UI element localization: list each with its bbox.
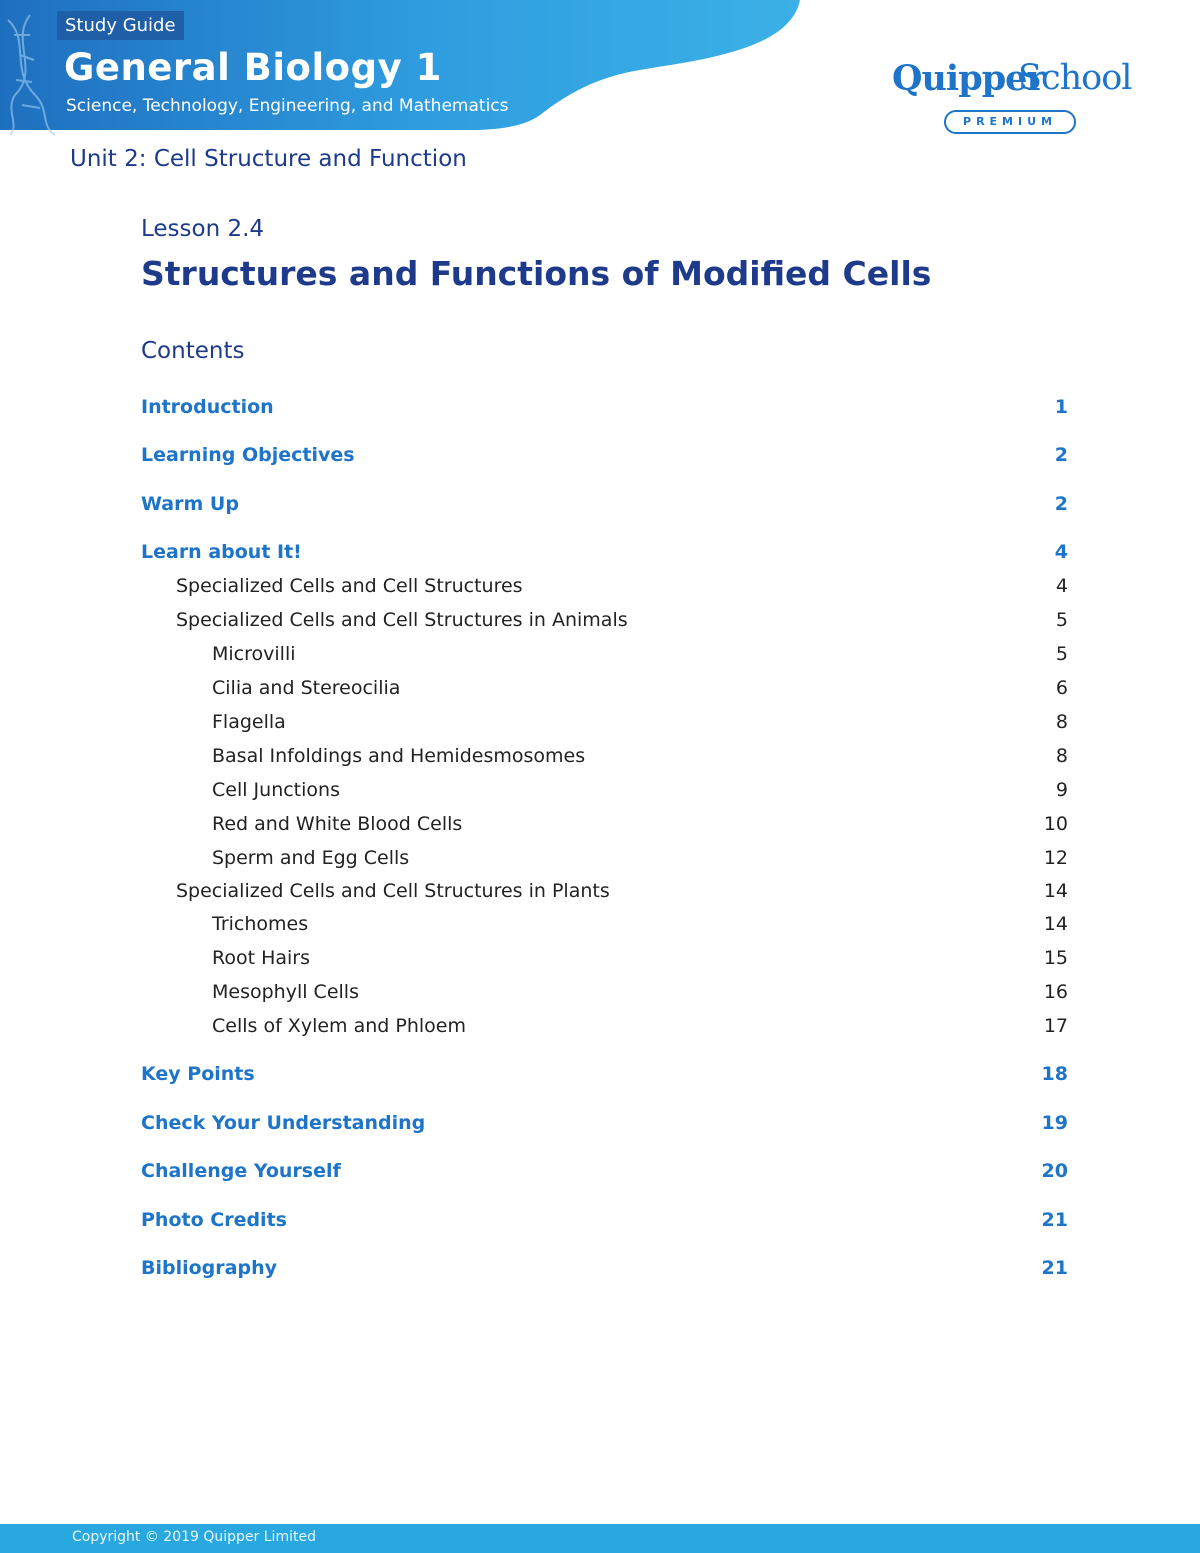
toc-label: Root Hairs: [212, 947, 311, 969]
toc-item-microvilli[interactable]: [0, 643, 1200, 673]
toc-label: Trichomes: [212, 913, 309, 935]
toc-label: Cilia and Stereocilia: [212, 677, 401, 699]
toc-label: Red and White Blood Cells: [212, 813, 463, 835]
toc-item-mesophyll[interactable]: [0, 981, 1200, 1011]
toc-label: Warm Up: [141, 493, 239, 515]
toc-page: 19: [1041, 1112, 1068, 1134]
toc-item-cell-junctions[interactable]: [0, 779, 1200, 809]
toc-page: 21: [1041, 1257, 1068, 1279]
toc-page: 4: [1055, 575, 1068, 597]
toc-label: Specialized Cells and Cell Structures in Plants: [176, 880, 610, 902]
toc-item-key-points[interactable]: [0, 1063, 1200, 1093]
toc-item-flagella[interactable]: [0, 711, 1200, 741]
toc-item-challenge-yourself[interactable]: [0, 1160, 1200, 1190]
toc-item-introduction[interactable]: [0, 396, 1200, 426]
toc-page: 21: [1041, 1209, 1068, 1231]
toc-label: Specialized Cells and Cell Structures in Animals: [176, 609, 628, 631]
toc-page: 6: [1055, 677, 1068, 699]
logo-school-text: School: [1018, 58, 1132, 98]
toc-label: Photo Credits: [141, 1209, 287, 1231]
quipper-school-logo: [892, 58, 1132, 138]
toc-page: 1: [1054, 396, 1068, 418]
toc-page: 8: [1055, 711, 1068, 733]
toc-label: Sperm and Egg Cells: [212, 847, 410, 869]
toc-page: 10: [1043, 813, 1068, 835]
toc-item-blood-cells[interactable]: [0, 813, 1200, 843]
toc-page: 2: [1054, 444, 1068, 466]
toc-page: 17: [1043, 1015, 1068, 1037]
toc-label: Flagella: [212, 711, 286, 733]
toc-page: 14: [1043, 880, 1068, 902]
toc-page: 12: [1043, 847, 1068, 869]
toc-page: 20: [1041, 1160, 1068, 1182]
course-title: General Biology 1: [64, 46, 442, 89]
lesson-number: Lesson 2.4: [141, 216, 265, 242]
toc-item-check-understanding[interactable]: [0, 1112, 1200, 1142]
course-subtitle: Science, Technology, Engineering, and Mathematics: [66, 96, 509, 116]
toc-page: 9: [1055, 779, 1068, 801]
toc-label: Introduction: [141, 396, 274, 418]
unit-title: Unit 2: Cell Structure and Function: [70, 146, 467, 172]
toc-item-trichomes[interactable]: [0, 913, 1200, 943]
toc-item-sperm-egg[interactable]: [0, 847, 1200, 877]
toc-item-xylem-phloem[interactable]: [0, 1015, 1200, 1045]
toc-label: Learn about It!: [141, 541, 302, 563]
toc-label: Mesophyll Cells: [212, 981, 359, 1003]
toc-label: Learning Objectives: [141, 444, 355, 466]
toc-item-basal-infoldings[interactable]: [0, 745, 1200, 775]
toc-label: Cells of Xylem and Phloem: [212, 1015, 466, 1037]
logo-premium-pill: PREMIUM: [944, 110, 1076, 134]
toc-page: 4: [1054, 541, 1068, 563]
copyright-text: Copyright © 2019 Quipper Limited: [72, 1529, 316, 1545]
toc-item-specialized-cells-plants[interactable]: [0, 880, 1200, 910]
toc-label: Microvilli: [212, 643, 296, 665]
toc-page: 2: [1054, 493, 1068, 515]
toc-item-learn-about-it[interactable]: [0, 541, 1200, 571]
toc-page: 14: [1043, 913, 1068, 935]
toc-item-root-hairs[interactable]: [0, 947, 1200, 977]
toc-page: 16: [1043, 981, 1068, 1003]
toc-label: Check Your Understanding: [141, 1112, 426, 1134]
toc-label: Bibliography: [141, 1257, 277, 1279]
toc-page: 5: [1055, 643, 1068, 665]
logo-quipper-text: Quipper: [892, 58, 1044, 99]
toc-label: Challenge Yourself: [141, 1160, 341, 1182]
toc-label: Key Points: [141, 1063, 255, 1085]
toc-label: Basal Infoldings and Hemidesmosomes: [212, 745, 586, 767]
lesson-title: Structures and Functions of Modified Cells: [141, 254, 932, 293]
toc-item-bibliography[interactable]: [0, 1257, 1200, 1287]
study-guide-badge: Study Guide: [57, 11, 184, 40]
toc-page: 5: [1055, 609, 1068, 631]
toc-item-warm-up[interactable]: [0, 493, 1200, 523]
toc-item-photo-credits[interactable]: [0, 1209, 1200, 1239]
toc-page: 15: [1043, 947, 1068, 969]
toc-label: Cell Junctions: [212, 779, 340, 801]
toc-page: 18: [1041, 1063, 1068, 1085]
toc-item-specialized-cells-animals[interactable]: [0, 609, 1200, 639]
toc-label: Specialized Cells and Cell Structures: [176, 575, 523, 597]
footer-bar: [0, 1524, 1200, 1553]
toc-item-specialized-cells[interactable]: [0, 575, 1200, 605]
toc-item-cilia[interactable]: [0, 677, 1200, 707]
toc-page: 8: [1055, 745, 1068, 767]
contents-heading: Contents: [141, 338, 245, 364]
toc-item-learning-objectives[interactable]: [0, 444, 1200, 474]
